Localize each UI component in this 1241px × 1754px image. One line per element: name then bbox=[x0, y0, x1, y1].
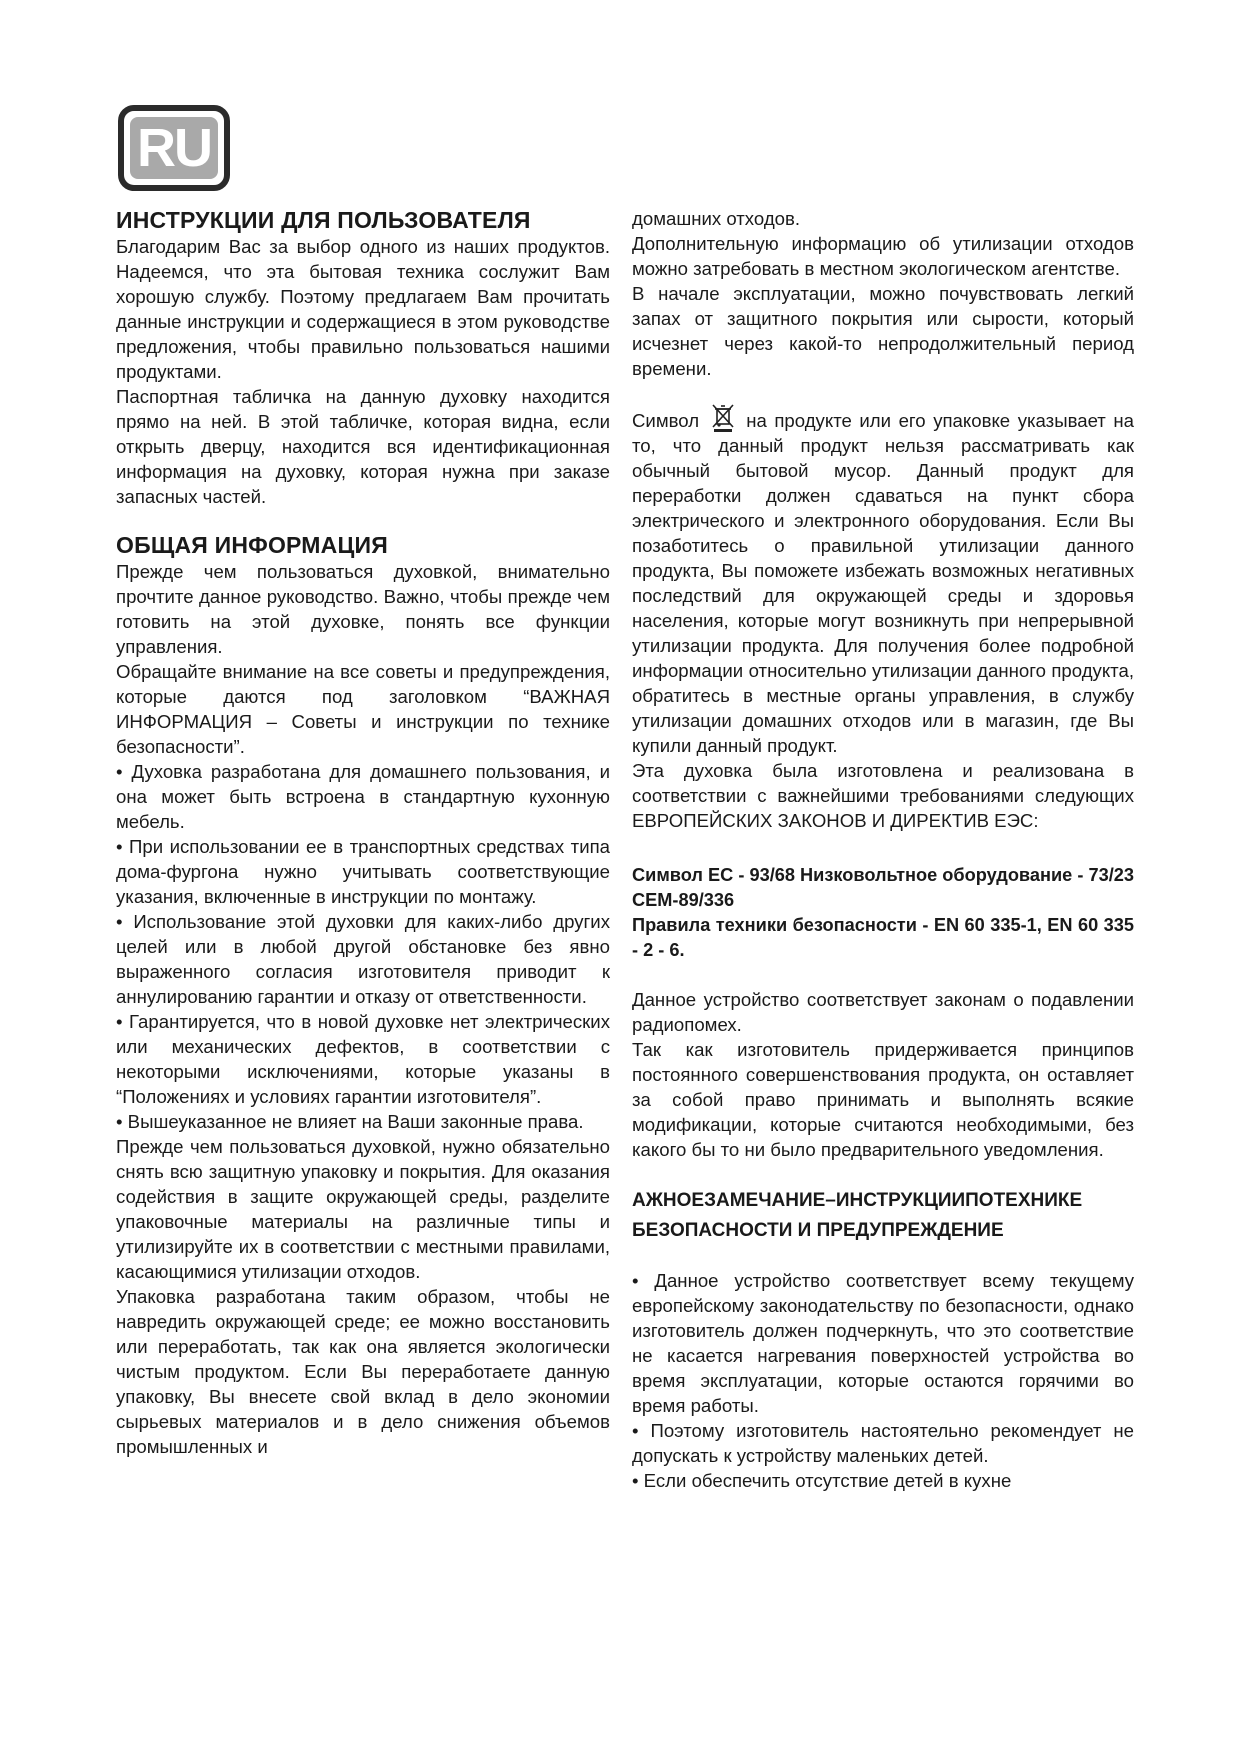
bullet-item: • Духовка разработана для домашнего пользования, и она может быть встроена в стандартную кухонную мебель. bbox=[116, 761, 610, 832]
paragraph: домашних отходов. bbox=[632, 208, 801, 229]
bullet-item: • Использование этой духовки для каких-либо других целей или в любой другой обстановке без явно выраженного согласия изготовителя приводит к аннулированию гарантии и отказу от ответственности. bbox=[116, 911, 610, 1007]
directive-line: Символ ЕС - 93/68 Низковольтное оборудование - 73/23 CEM-89/336 bbox=[632, 865, 1134, 910]
paragraph: Так как изготовитель придерживается принципов постоянного совершенствования продукта, он оставляет за собой право принимать и выполнять всякие модификации, которые считаются необходимыми, без какого бы то ни было предварительного уведомления. bbox=[632, 1039, 1134, 1160]
paragraph: Дополнительную информацию об утилизации отходов можно затребовать в местном экологическом агентстве. bbox=[632, 233, 1134, 279]
left-column bbox=[116, 206, 610, 1459]
language-badge-label: RU bbox=[130, 117, 218, 179]
warning-title-line: БЕЗОПАСНОСТИ И ПРЕДУПРЕЖДЕНИЕ bbox=[632, 1220, 1004, 1241]
section-title-user-instructions: ИНСТРУКЦИИ ДЛЯ ПОЛЬЗОВАТЕЛЯ bbox=[116, 207, 531, 233]
directive-line: Правила техники безопасности - EN 60 335-1, EN 60 335 - 2 - 6. bbox=[632, 915, 1134, 960]
bullet-item: • Если обеспечить отсутствие детей в кухне bbox=[632, 1470, 1012, 1491]
bullet-item: • Гарантируется, что в новой духовке нет электрических или механических дефектов, в соответствии с некоторыми исключениями, которые указаны в “Положениях и условиях гарантии изготовителя”. bbox=[116, 1011, 610, 1107]
paragraph: В начале эксплуатации, можно почувствовать легкий запах от защитного покрытия или сырости, который исчезнет через какой-то непродолжительный период времени. bbox=[632, 283, 1134, 379]
section-title-general-info: ОБЩАЯ ИНФОРМАЦИЯ bbox=[116, 532, 388, 558]
paragraph: Данное устройство соответствует законам о подавлении радиопомех. bbox=[632, 989, 1134, 1035]
bullet-item: • При использовании ее в транспортных средствах типа дома-фургона нужно учитывать соответствующие указания, включенные в инструкции по монтажу. bbox=[116, 836, 610, 907]
crossed-out-wheelie-bin-icon bbox=[711, 403, 735, 433]
right-column bbox=[632, 206, 1134, 1493]
paragraph: Прежде чем пользоваться духовкой, внимательно прочтите данное руководство. Важно, чтобы прежде чем готовить на этой духовке, понять все функции управления. bbox=[116, 561, 610, 657]
paragraph: Паспортная табличка на данную духовку находится прямо на ней. В этой табличке, которая видна, если открыть дверцу, находится вся идентификационная информация на духовку, которая нужна при заказе запасных частей. bbox=[116, 386, 610, 507]
paragraph: Прежде чем пользоваться духовкой, нужно обязательно снять всю защитную упаковку и покрытия. Для оказания содействия в защите окружающей среды, разделите упаковочные материалы на различные типы и утилизируйте их в соответствии с местными правилами, касающимися утилизации отходов. bbox=[116, 1136, 610, 1282]
directives-block bbox=[632, 863, 1134, 963]
paragraph: Упаковка разработана таким образом, чтобы не навредить окружающей среде; ее можно восстановить или переработать, так как она является экологически чистым продуктом. Если Вы переработаете данную упаковку, Вы внесете свой вклад в дело экономии сырьевых материалов и в дело снижения объемов промышленных и bbox=[116, 1286, 610, 1457]
weee-paragraph bbox=[632, 403, 1134, 758]
paragraph: Обращайте внимание на все советы и предупреждения, которые даются под заголовком “ВАЖНАЯ ИНФОРМАЦИЯ – Советы и инструкции по технике безопасности”. bbox=[116, 661, 610, 757]
warning-title-line: АЖНОЕЗАМЕЧАНИЕ–ИНСТРУКЦИИПОТЕХНИКЕ bbox=[632, 1190, 1083, 1211]
weee-prefix: Символ bbox=[632, 410, 700, 431]
weee-text: на продукте или его упаковке указывает на то, что данный продукт нельзя рассматривать как обычный бытовой мусор. Данный продукт для переработки должен сдаваться на пункт сбора электрического и электронного оборудования. Если Вы позаботитесь о правильной утилизации данного продукта, Вы поможете избежать возможных негативных последствий для окружающей среды и здоровья населения, которые могут возникнуть при непрерывной утилизации продукта. Для получения более подробной информации относительно утилизации данного продукта, обратитесь в местные органы управления, в службу утилизации домашних отходов или в магазин, где Вы купили данный продукт. bbox=[632, 410, 1134, 756]
bullet-item: • Вышеуказанное не влияет на Ваши законные права. bbox=[116, 1111, 584, 1132]
bullet-item: • Поэтому изготовитель настоятельно рекомендует не допускать к устройству маленьких детей. bbox=[632, 1420, 1134, 1466]
language-badge bbox=[118, 105, 230, 191]
paragraph: Благодарим Вас за выбор одного из наших продуктов. Надеемся, что эта бытовая техника сослужит Вам хорошую службу. Поэтому предлагаем Вам прочитать данные инструкции и содержащиеся в этом руководстве предложения, чтобы правильно пользоваться нашими продуктами. bbox=[116, 236, 610, 382]
paragraph: Эта духовка была изготовлена и реализована в соответствии с важнейшими требованиями следующих ЕВРОПЕЙСКИХ ЗАКОНОВ И ДИРЕКТИВ ЕЭС: bbox=[632, 760, 1134, 831]
bullet-item: • Данное устройство соответствует всему текущему европейскому законодательству по безопасности, однако изготовитель должен подчеркнуть, что это соответствие не касается нагревания поверхностей устройства во время эксплуатации, которые остаются горячими во время работы. bbox=[632, 1270, 1134, 1416]
